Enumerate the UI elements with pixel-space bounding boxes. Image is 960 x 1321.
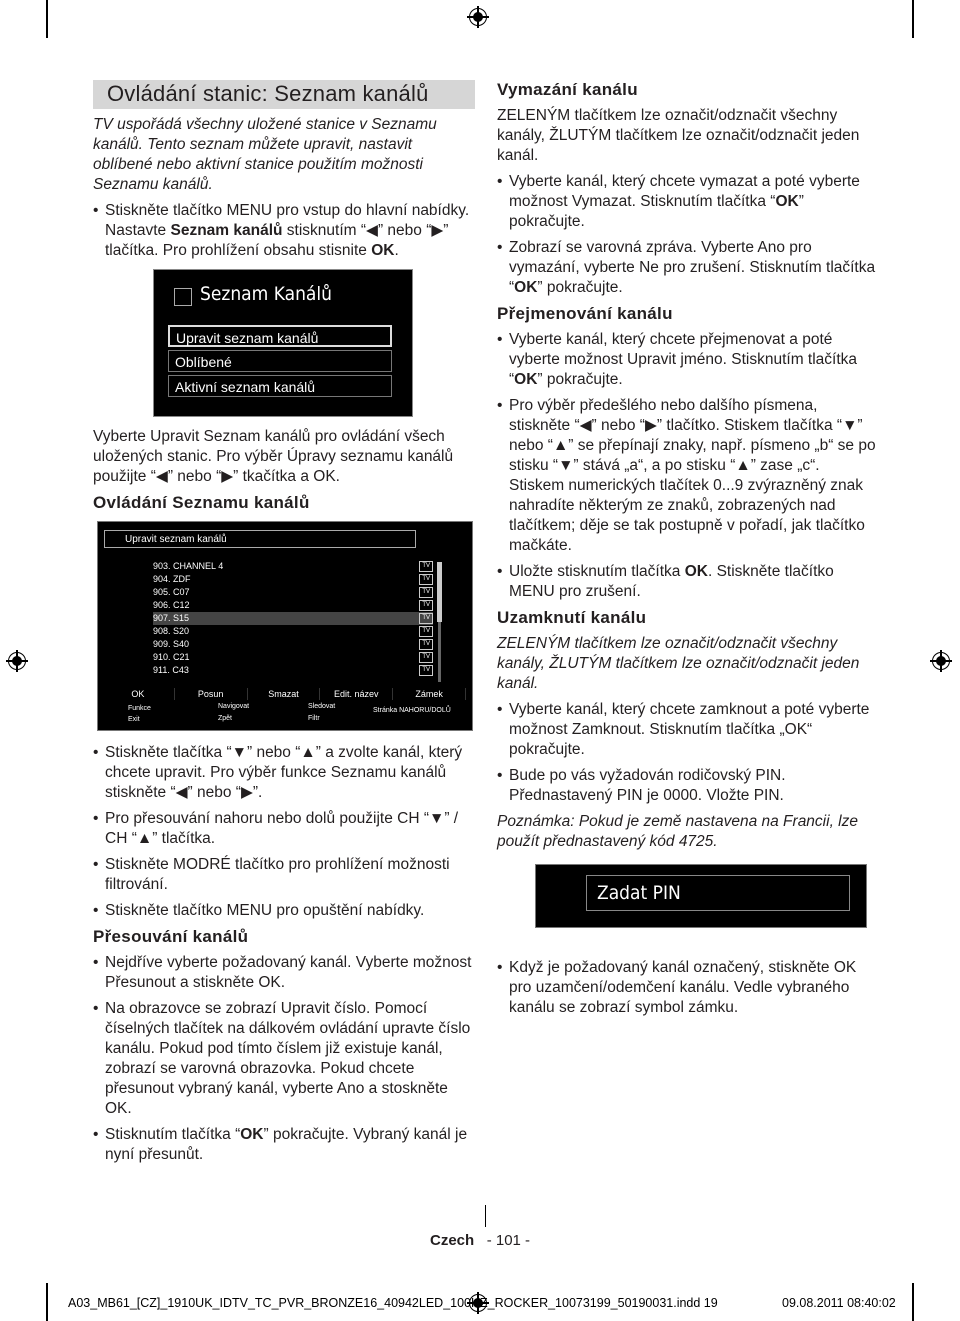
list-item: • Uložte stisknutím tlačítka OK. Stiskněte tlačítko MENU pro zrušení.	[497, 562, 879, 602]
list-item: • Stiskněte tlačítko MENU pro opuštění nabídky.	[93, 901, 475, 921]
menu-item-edit-list: Upravit seznam kanálů	[168, 325, 392, 347]
registration-mark-top	[467, 6, 489, 28]
list-item: • Na obrazovce se zobrazí Upravit číslo. Pomocí číselných tlačítek na dálkovém ovládání upravte číslo kanálu. Pokud pod tímto číslem již existuje kanál, zobrazí se varovná obrazovka. Pokud chcete přesunout vybraný kanál, vyberte Ano a stoskněte OK.	[93, 999, 475, 1119]
heading-delete: Vymazání kanálu	[497, 80, 638, 99]
legend-page: Stránka NAHORU/DOLŮ	[373, 707, 451, 714]
menu-icon	[174, 288, 192, 306]
list-item: • Vyberte kanál, který chcete zamknout a poté vyberte možnost Zamknout. Stisknutím tlačítka „OK“ pokračujte.	[497, 700, 879, 760]
crop-line	[912, 1283, 914, 1321]
tab-move: Posun	[175, 688, 248, 700]
menu-item-active-list: Aktivní seznam kanálů	[168, 375, 392, 397]
menu-title: Seznam Kanálů	[200, 283, 332, 305]
channel-row: 903. CHANNEL 4 TV	[153, 560, 433, 573]
list-item: • Nejdříve vyberte požadovaný kanál. Vyberte možnost Přesunout a stiskněte OK.	[93, 953, 475, 993]
channel-row: 905. C07 TV	[153, 586, 433, 599]
crop-line	[46, 0, 48, 38]
registration-mark-left	[6, 650, 28, 672]
channel-row-selected: 907. S15 TV	[153, 612, 433, 625]
list-item: • Vyberte kanál, který chcete vymazat a poté vyberte možnost Vymazat. Stisknutím tlačítka “OK” pokračujte.	[497, 172, 879, 232]
channel-row: 911. C43 TV	[153, 664, 433, 677]
function-tabs	[102, 688, 466, 700]
list-item: • Zobrazí se varovná zpráva. Vyberte Ano pro vymazání, vyberte Ne pro zrušení. Stisknutím tlačítka “OK” pokračujte.	[497, 238, 879, 298]
left-column	[93, 80, 475, 1171]
lock-list-2	[497, 958, 879, 1018]
pin-title: Zadat PIN	[586, 875, 850, 911]
paragraph-delete: ZELENÝM tlačítkem lze označit/odznačit všechny kanály, ŽLUTÝM tlačítkem lze označit/odznačit jeden kanál.	[497, 107, 860, 164]
legend-function: Funkce	[128, 705, 151, 712]
legend-watch: Sledovat	[308, 703, 336, 710]
page-title: Ovládání stanic: Seznam kanálů	[93, 80, 475, 109]
crop-line	[912, 0, 914, 38]
registration-mark-right	[930, 650, 952, 672]
footer-language: Czech	[430, 1232, 475, 1249]
paragraph-lock: ZELENÝM tlačítkem lze označit/odznačit všechny kanály, ŽLUTÝM tlačítkem lze označit/odznačit jeden kanál.	[497, 635, 860, 692]
list-item: • Stiskněte MODRÉ tlačítko pro prohlížení možnosti filtrování.	[93, 855, 475, 895]
channel-list-menu-screenshot	[153, 269, 413, 417]
list-item: • Vyberte kanál, který chcete přejmenovat a poté vyberte možnost Upravit jméno. Stisknutím tlačítka “OK” pokračujte.	[497, 330, 879, 390]
right-column	[497, 80, 879, 1024]
edit-channel-list-screenshot	[97, 521, 473, 731]
menu-item-favourites: Oblíbené	[168, 350, 392, 372]
legend-filter: Filtr	[308, 715, 320, 722]
heading-rename: Přejmenování kanálu	[497, 304, 673, 323]
note: Poznámka: Pokud je země nastavena na Francii, lze použít přednastavený kód 4725.	[497, 813, 858, 850]
tab-lock: Zámek	[393, 688, 466, 700]
page-footer	[430, 1232, 530, 1249]
tab-delete: Smazat	[248, 688, 321, 700]
move-list	[93, 953, 475, 1165]
list-item: • Stiskněte tlačítko MENU pro vstup do hlavní nabídky. Nastavte Seznam kanálů stisknutím “◀” nebo “▶” tlačítka. Pro prohlížení obsahu stisnite OK.	[93, 201, 475, 261]
legend-navigate: Navigovat	[218, 703, 250, 710]
rename-list	[497, 330, 879, 602]
heading-lock: Uzamknutí kanálu	[497, 608, 647, 627]
channel-row: 909. S40 TV	[153, 638, 433, 651]
tab-ok: OK	[102, 688, 175, 700]
list-item: • Bude po vás vyžadován rodičovský PIN. Přednastavený PIN je 0000. Vložte PIN.	[497, 766, 879, 806]
lock-list	[497, 700, 879, 806]
date-slug: 09.08.2011 08:40:02	[782, 1296, 896, 1310]
list-item: • Stisknutím tlačítka “OK” pokračujte. Vybraný kanál je nyní přesunůt.	[93, 1125, 475, 1165]
scrollbar-thumb	[437, 562, 442, 622]
crop-line	[46, 1283, 48, 1321]
tab-rename: Edit. název	[320, 688, 393, 700]
channel-row: 908. S20 TV	[153, 625, 433, 638]
enter-pin-screenshot	[535, 864, 867, 928]
heading-move: Přesouvání kanálů	[93, 927, 249, 946]
footer-divider	[485, 1205, 486, 1227]
list-item: • Pro výběr předešlého nebo dalšího písmena, stiskněte “◀” nebo “▶” tlačítko. Stiskem tlačítka “▼” nebo “▲” se přepínají znaky, např. písmeno „b“ se po stisku “▼” stává „a“, a po stisku “▲” zase „c“. Stiskem numerických tlačítek 0...9 zvýrazněný znak nahradíte některým ze znaků, zobrazených nad tlačítkem; děje se tak postupně v pořadí, jak tlačítko mačkáte.	[497, 396, 879, 556]
legend-back: Zpět	[218, 715, 233, 722]
intro-paragraph: TV uspořádá všechny uložené stanice v Seznamu kanálů. Tento seznam můžete upravit, nastavit oblíbené nebo aktivní stanice použitím možnosti Seznamu kanálů.	[93, 116, 437, 193]
heading-control: Ovládání Seznamu kanálů	[93, 493, 310, 512]
control-list	[93, 743, 475, 921]
channel-row: 910. C21 TV	[153, 651, 433, 664]
list-title: Upravit seznam kanálů	[104, 530, 416, 548]
file-slug: A03_MB61_[CZ]_1910UK_IDTV_TC_PVR_BRONZE16_40942LED_100HZ_ROCKER_10073199_50190031.indd 19	[68, 1296, 718, 1310]
intro-list	[93, 201, 475, 261]
delete-list	[497, 172, 879, 298]
legend-exit: Exit	[128, 716, 140, 723]
paragraph-edit: Vyberte Upravit Seznam kanálů pro ovládání všech uložených stanic. Pro výběr Úpravy seznamu kanálů použijte “◀” nebo “▶” tkačítka a OK.	[93, 428, 454, 485]
list-item: • Stiskněte tlačítka “▼” nebo “▲” a zvolte kanál, který chcete upravit. Pro výběr funkce Seznamu kanálů stiskněte “◀” nebo “▶”.	[93, 743, 475, 803]
list-item: • Když je požadovaný kanál označený, stiskněte OK pro uzamčení/odemčení kanálu. Vedle vybraného kanálu se zobrazí symbol zámku.	[497, 958, 879, 1018]
channel-row: 906. C12 TV	[153, 599, 433, 612]
channel-row: 904. ZDF TV	[153, 573, 433, 586]
list-item: • Pro přesouvání nahoru nebo dolů použijte CH “▼” / CH “▲” tlačítka.	[93, 809, 475, 849]
page-number: - 101 -	[486, 1232, 531, 1249]
